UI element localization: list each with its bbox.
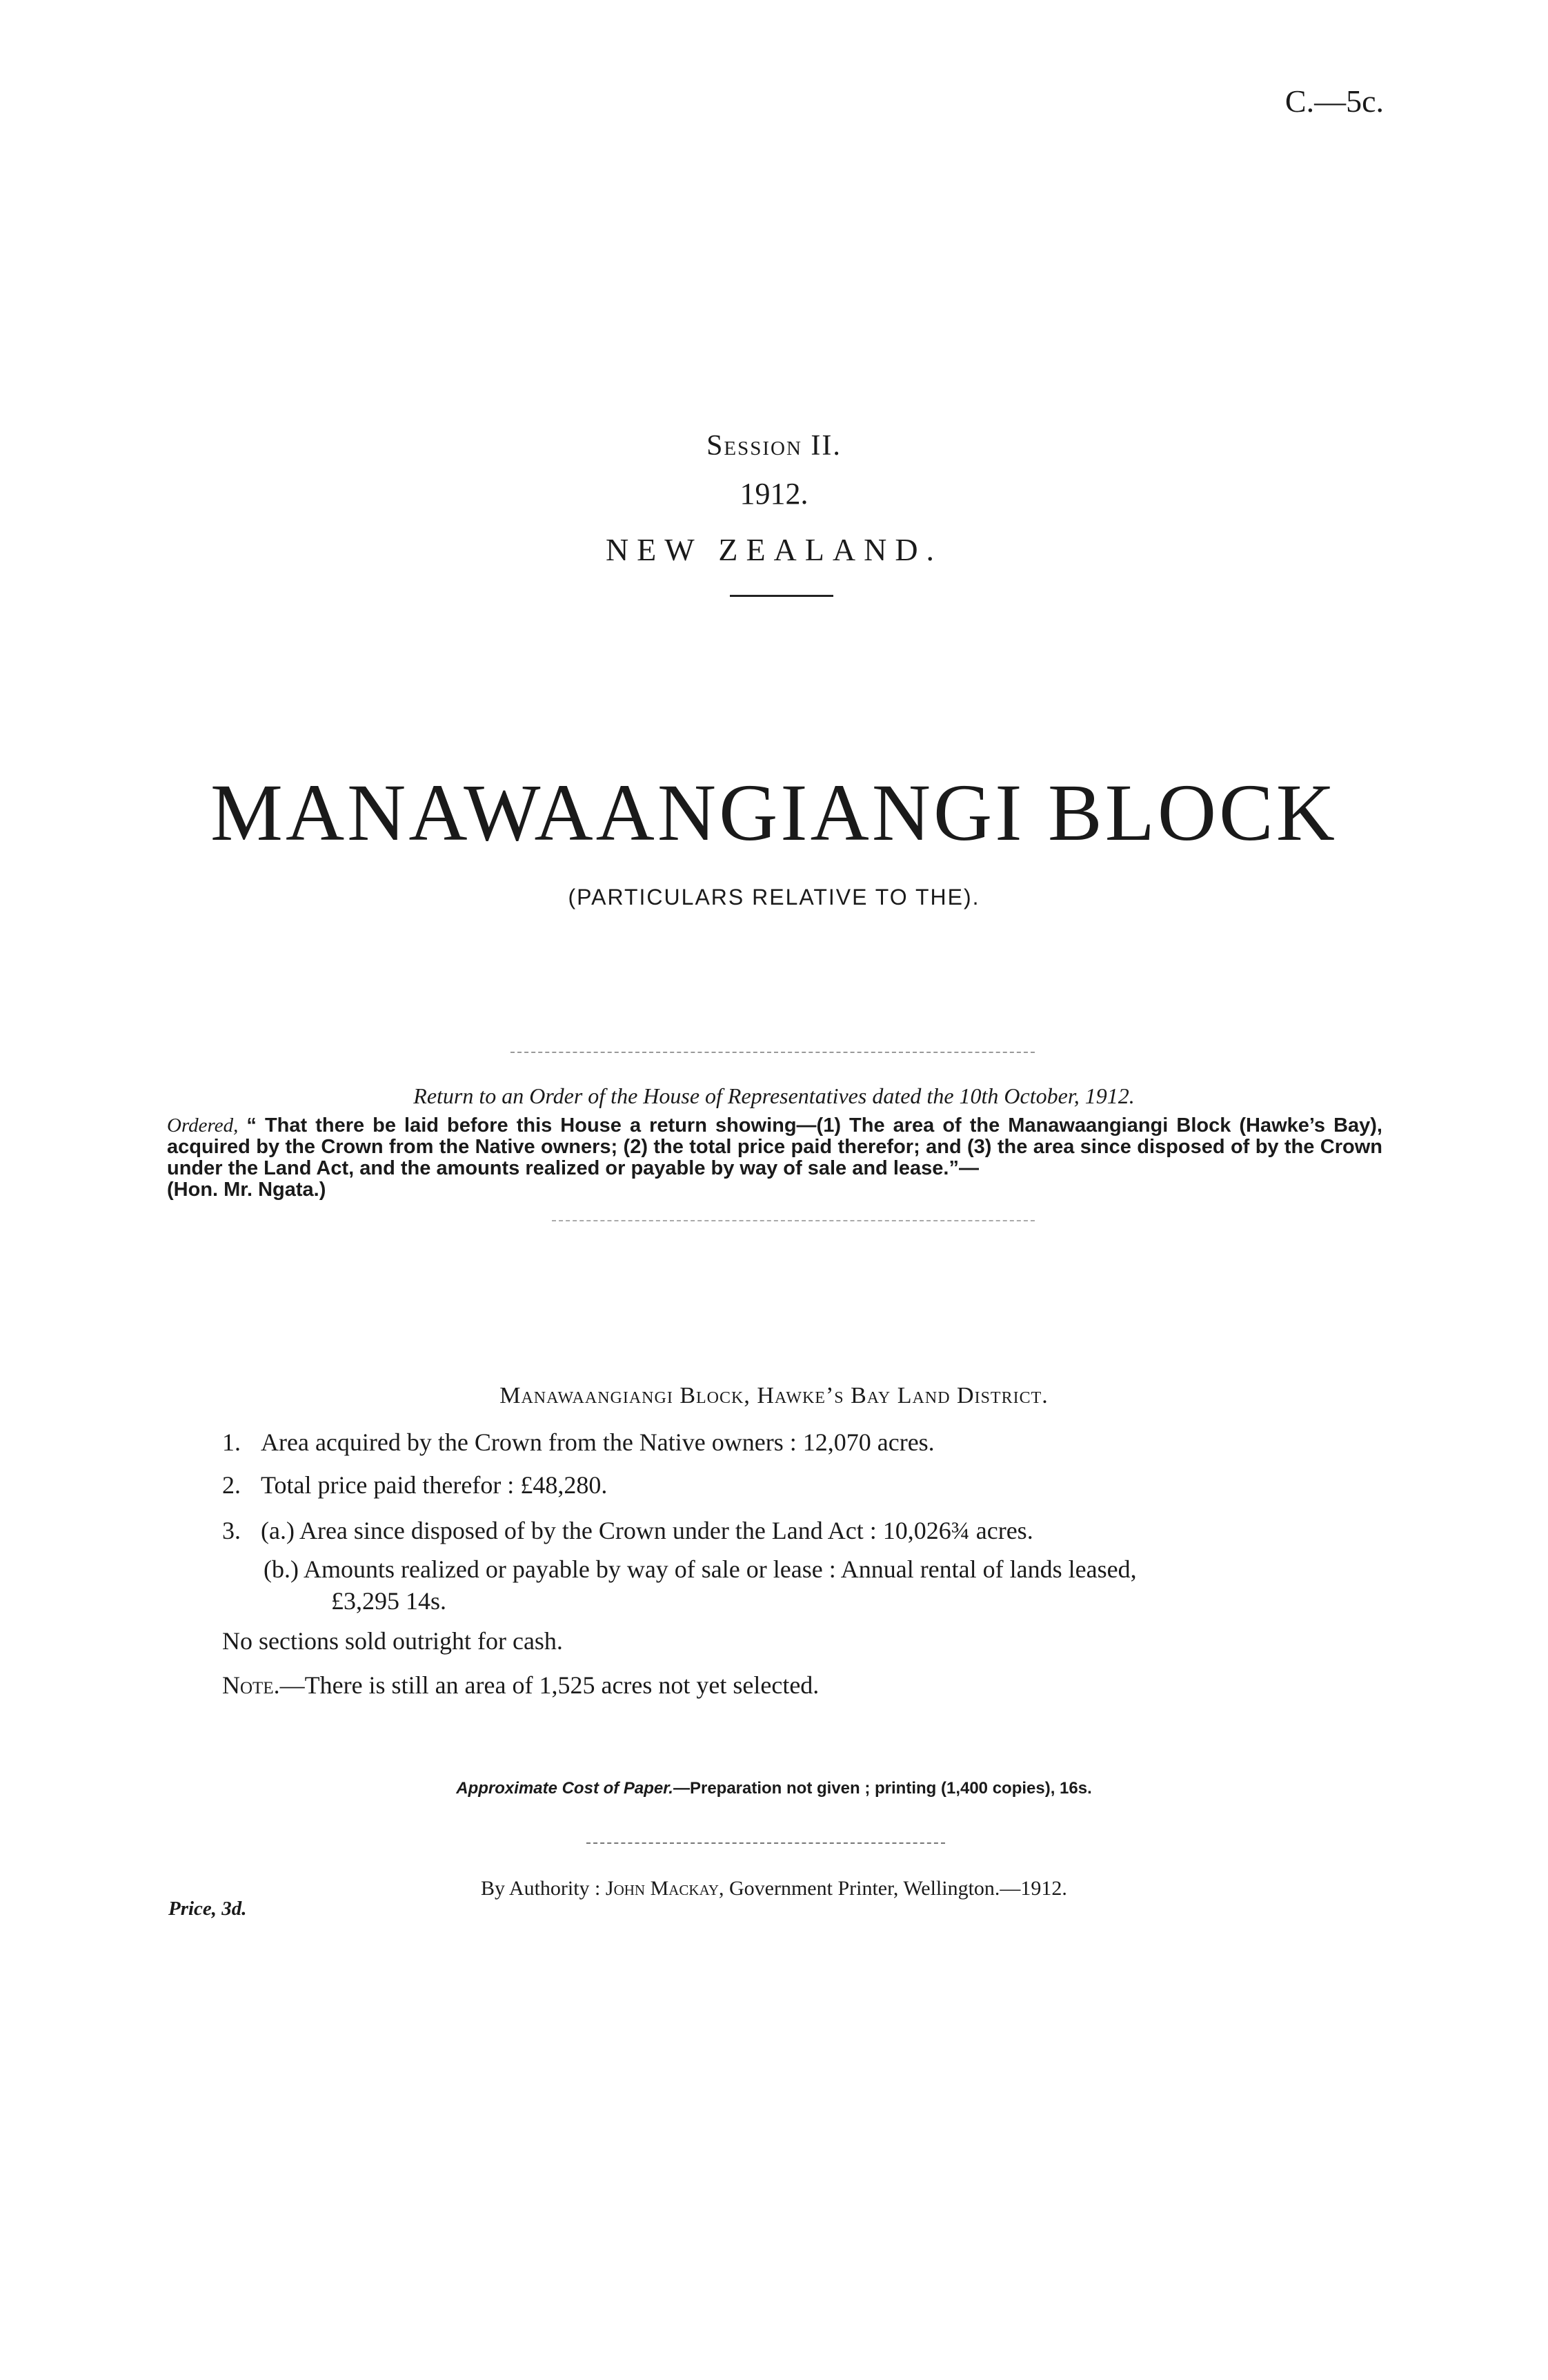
order-paragraph xyxy=(167,1115,1382,1201)
note-statement xyxy=(222,1670,1381,1700)
cost-of-paper xyxy=(0,1779,1548,1798)
authority-prefix: By Authority : xyxy=(481,1877,601,1900)
list-subitem: (b.) Amounts realized or payable by way of sale or lease : Annual rental of lands leased, xyxy=(264,1555,1137,1583)
return-order-line: Return to an Order of the House of Representatives dated the 10th October, 1912. xyxy=(413,1083,1135,1108)
ordered-label: Ordered, xyxy=(167,1114,239,1137)
list-item-number: 2. xyxy=(222,1471,241,1499)
printer-name: John Mackay, xyxy=(605,1877,724,1900)
no-sections-statement: No sections sold outright for cash. xyxy=(222,1627,563,1655)
page-reference: C.—5c. xyxy=(1284,83,1384,119)
cost-label: Approximate Cost of Paper. xyxy=(456,1779,673,1798)
list-subitem-continuation: £3,295 14s. xyxy=(331,1587,447,1615)
member-attribution: (Hon. Mr. Ngata.) xyxy=(167,1179,326,1201)
section-divider-top xyxy=(510,1052,1035,1053)
title-divider xyxy=(730,595,833,597)
year-label: 1912. xyxy=(740,477,808,511)
particulars-heading: Manawaangiangi Block, Hawke’s Bay Land District. xyxy=(499,1383,1049,1408)
footer-divider xyxy=(586,1842,945,1844)
list-item-text: Area acquired by the Crown from the Native owners : 12,070 acres. xyxy=(261,1428,935,1456)
note-label: Note. xyxy=(222,1671,280,1699)
document-title: MANAWAANGIANGI BLOCK xyxy=(210,767,1338,858)
session-label: Session II. xyxy=(706,430,842,462)
list-item xyxy=(222,1470,1381,1500)
authority-suffix: Government Printer, Wellington.—1912. xyxy=(729,1877,1067,1900)
note-text: —There is still an area of 1,525 acres not yet selected. xyxy=(279,1671,820,1699)
order-text: “ That there be laid before this House a return showing—(1) The area of the Manawaangiangi Block (Hawke’s Bay), acquired by the Crown from the Native owners; (2) the total price paid therefor; and (3) the area since disposed of by the Crown under the Land Act, and the amounts realized or payable by way of sale and lease.”— xyxy=(167,1114,1382,1179)
list-item-text: Total price paid therefor : £48,280. xyxy=(261,1471,608,1499)
printer-authority xyxy=(0,1877,1548,1900)
document-subtitle: (PARTICULARS RELATIVE TO THE). xyxy=(568,885,980,909)
list-item-text: (a.) Area since disposed of by the Crown under the Land Act : 10,026¾ acres. xyxy=(261,1517,1033,1544)
country-label: NEW ZEALAND. xyxy=(605,532,943,567)
list-item-number: 1. xyxy=(222,1428,241,1456)
cost-text: —Preparation not given ; printing (1,400 copies), 16s. xyxy=(673,1779,1092,1798)
price-label: Price, 3d. xyxy=(168,1898,247,1920)
list-item xyxy=(222,1427,1381,1457)
list-item xyxy=(222,1515,1381,1546)
list-item-number: 3. xyxy=(222,1517,241,1544)
section-divider-middle xyxy=(552,1220,1035,1221)
